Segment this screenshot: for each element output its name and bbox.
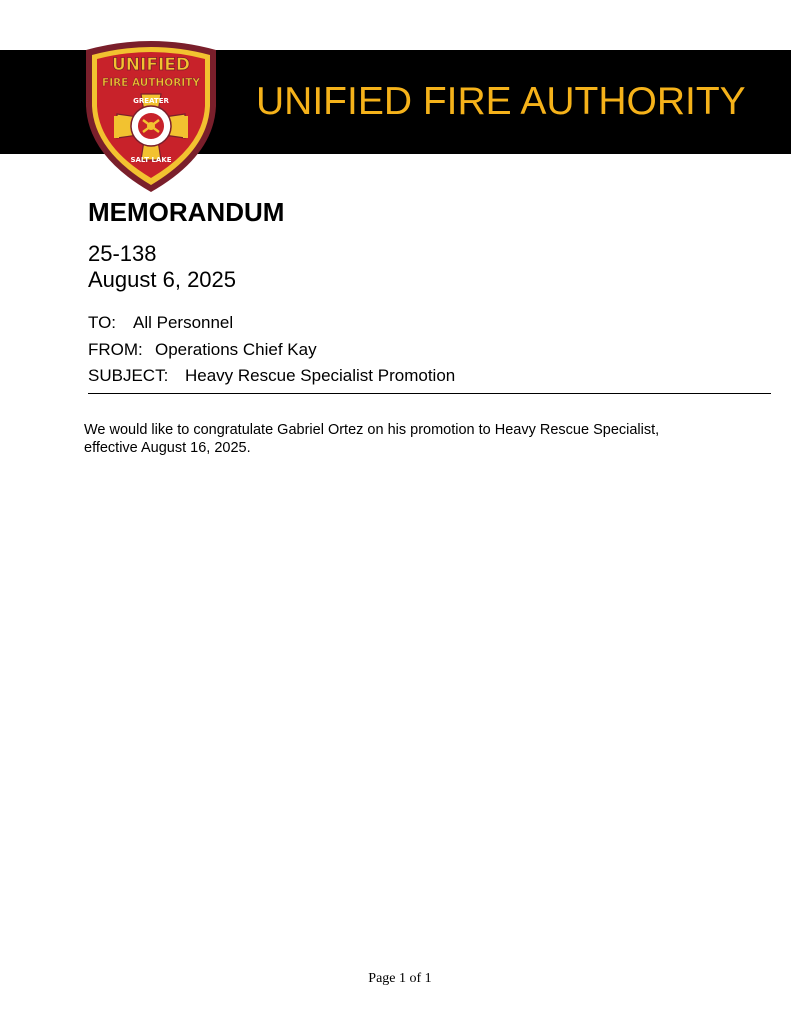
from-value: Operations Chief Kay	[155, 340, 317, 359]
memo-subject-row	[88, 365, 455, 387]
memo-heading: MEMORANDUM	[88, 197, 285, 227]
logo-ring-bottom-text: SALT LAKE	[130, 156, 172, 164]
memo-number: 25-138	[88, 241, 157, 266]
logo-top-text: UNIFIED	[111, 55, 191, 75]
memo-body-line: We would like to congratulate Gabriel Ortez on his promotion to Heavy Rescue Specialist,	[84, 422, 660, 438]
page-number: Page 1 of 1	[368, 971, 432, 986]
memo-date: August 6, 2025	[88, 267, 237, 292]
header-divider	[88, 393, 771, 394]
memo-to-row	[88, 312, 233, 334]
subject-label: SUBJECT:	[88, 366, 169, 385]
org-title: UNIFIED FIRE AUTHORITY	[256, 80, 746, 123]
from-label: FROM:	[88, 340, 143, 359]
logo-ring-top-text: GREATER	[133, 97, 169, 105]
subject-value: Heavy Rescue Specialist Promotion	[185, 366, 456, 385]
memo-from-row	[88, 339, 317, 361]
memo-body	[84, 421, 724, 457]
memo-body-line: effective August 16, 2025.	[84, 440, 251, 456]
to-value: All Personnel	[133, 313, 234, 332]
logo-middle-text: FIRE AUTHORITY	[102, 77, 200, 89]
unified-fire-authority-badge-icon	[80, 36, 222, 194]
to-label: TO:	[88, 313, 117, 332]
